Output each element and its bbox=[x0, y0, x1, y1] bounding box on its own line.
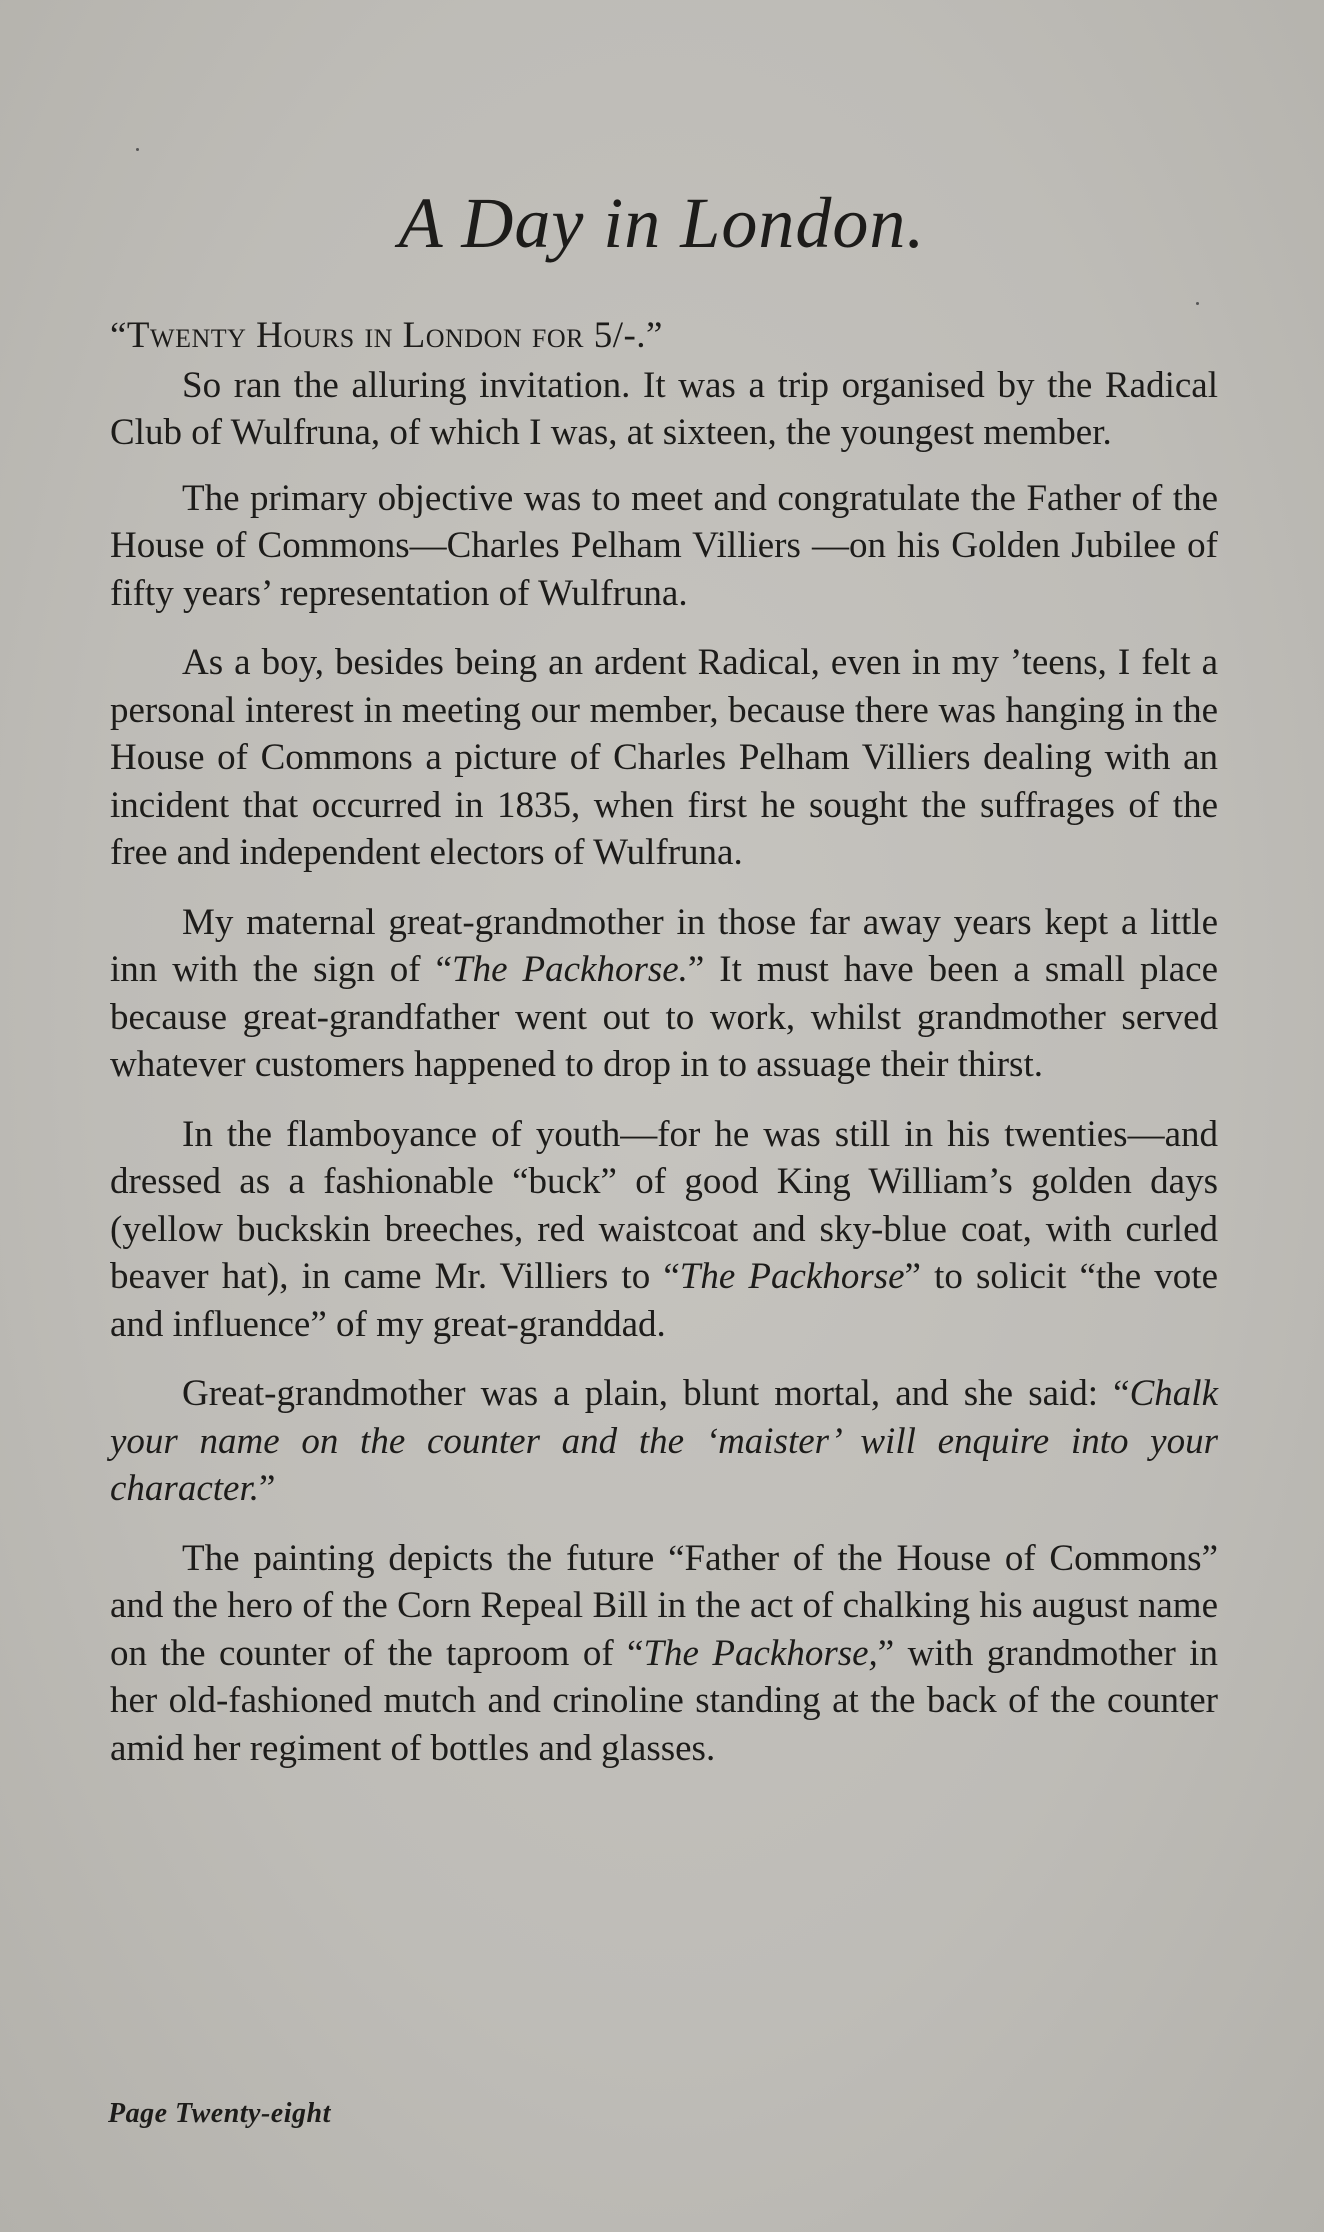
paragraph-text: ” It must have been a small place because great-grandfather went out to work, whilst grandmother served whatever customers happened to drop in to assuage their thirst. bbox=[110, 949, 1218, 1085]
paragraph-text: ” with grandmother in her old-fashioned mutch and crinoline standing at the back of the counter amid her regiment of bottles and glasses. bbox=[110, 1632, 1219, 1769]
paragraph-text: ” to solicit “the vote and influence” of my great-granddad. bbox=[110, 1256, 1218, 1345]
section-heading bbox=[110, 312, 1218, 360]
paragraph bbox=[110, 475, 1218, 618]
paragraph-list bbox=[110, 362, 1218, 1773]
italic-text: The Packhorse, bbox=[643, 1632, 878, 1674]
paragraph bbox=[110, 1111, 1218, 1349]
paragraph-text: The primary objective was to meet and congratulate the Father of the House of Commons—Charles Pelham Villiers —on his Golden Jubilee of fifty years’ representation of Wulfruna. bbox=[110, 477, 1218, 614]
paragraph-text: Great-grandmother was a plain, blunt mortal, and she said: “ bbox=[182, 1373, 1130, 1414]
speck bbox=[136, 148, 139, 151]
paragraph-text: So ran the alluring invitation. It was a trip organised by the Radical Club of Wulfruna, of which I was, at sixteen, the youngest member. bbox=[110, 364, 1218, 453]
paragraph bbox=[110, 639, 1218, 877]
article-body bbox=[110, 312, 1218, 1794]
paragraph bbox=[110, 1535, 1218, 1773]
italic-text: Chalk your name on the counter and the ‘maister’ will enquire into your character. bbox=[110, 1373, 1218, 1509]
paragraph-text: My maternal great-grandmother in those far away years kept a little inn with the sign of “ bbox=[110, 901, 1218, 990]
section-heading-text: “Twenty Hours in London for 5/-.” bbox=[110, 315, 663, 356]
paragraph-text: In the flamboyance of youth—for he was still in his twenties—and dressed as a fashionable “buck” of good King William’s golden days (yellow buckskin breeches, red waistcoat and sky-blue coat, with curled beaver hat), in came Mr. Villiers to “ bbox=[110, 1113, 1218, 1297]
paragraph-text: ” bbox=[259, 1468, 276, 1509]
italic-text: The Packhorse. bbox=[452, 949, 688, 990]
page-title: A Day in London. bbox=[398, 183, 926, 263]
speck bbox=[1196, 302, 1199, 305]
paragraph bbox=[110, 899, 1218, 1089]
italic-text: The Packhorse bbox=[679, 1256, 905, 1297]
paragraph-text: The painting depicts the future “Father of the House of Commons” and the hero of the Corn Repeal Bill in the act of chalking his august name on the counter of the taproom of “ bbox=[110, 1537, 1218, 1674]
paragraph bbox=[110, 1370, 1218, 1513]
paragraph bbox=[110, 362, 1218, 457]
paragraph-text: As a boy, besides being an ardent Radical, even in my ’teens, I felt a personal interest in meeting our member, because there was hanging in the House of Commons a picture of Charles Pelham Villiers dealing with an incident that occurred in 1835, when first he sought the suffrages of the free and independent electors of Wulfruna. bbox=[110, 642, 1218, 873]
page-number-footer: Page Twenty-eight bbox=[108, 2098, 331, 2129]
